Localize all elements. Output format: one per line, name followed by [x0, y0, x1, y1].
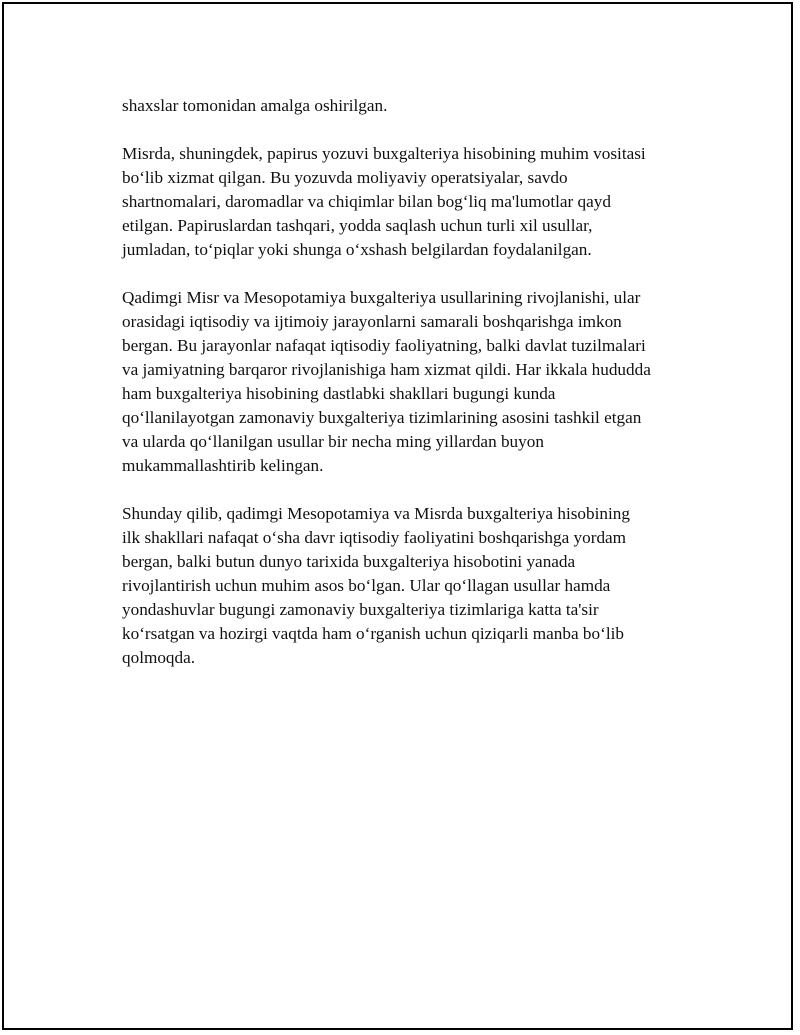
text-line: va jamiyatning barqaror rivojlanishiga ham xizmat qildi. Har ikkala hududda	[122, 360, 651, 379]
page-frame	[2, 2, 793, 1030]
paragraph-3	[122, 286, 712, 478]
text-line: ham buxgalteriya hisobining dastlabki shakllari bugungi kunda	[122, 384, 556, 403]
text-line: Misrda, shuningdek, papirus yozuvi buxgalteriya hisobining muhim vositasi	[122, 144, 646, 163]
text-line: bergan. Bu jarayonlar nafaqat iqtisodiy faoliyatning, balki davlat tuzilmalari	[122, 336, 646, 355]
text-line: Shunday qilib, qadimgi Mesopotamiya va Misrda buxgalteriya hisobining	[122, 504, 630, 523]
text-line: mukammallashtirib kelingan.	[122, 456, 324, 475]
text-line: shaxslar tomonidan amalga oshirilgan.	[122, 96, 388, 115]
text-line: ko‘rsatgan va hozirgi vaqtda ham o‘rganish uchun qiziqarli manba bo‘lib	[122, 624, 624, 643]
text-line: yondashuvlar bugungi zamonaviy buxgalteriya tizimlariga katta ta'sir	[122, 600, 599, 619]
text-line: ilk shakllari nafaqat o‘sha davr iqtisodiy faoliyatini boshqarishga yordam	[122, 528, 627, 547]
text-line: jumladan, to‘piqlar yoki shunga o‘xshash belgilardan foydalanilgan.	[122, 240, 592, 259]
text-line: Qadimgi Misr va Mesopotamiya buxgalteriya usullarining rivojlanishi, ular	[122, 288, 641, 307]
text-line: rivojlantirish uchun muhim asos bo‘lgan. Ular qo‘llagan usullar hamda	[122, 576, 611, 595]
paragraph-1	[122, 94, 712, 118]
paragraph-4	[122, 502, 712, 670]
document-body	[122, 94, 712, 694]
paragraph-2	[122, 142, 712, 262]
text-line: bergan, balki butun dunyo tarixida buxgalteriya hisobotini yanada	[122, 552, 576, 571]
text-line: qolmoqda.	[122, 648, 196, 667]
text-line: etilgan. Papiruslardan tashqari, yodda saqlash uchun turli xil usullar,	[122, 216, 593, 235]
text-line: shartnomalari, daromadlar va chiqimlar bilan bog‘liq ma'lumotlar qayd	[122, 192, 611, 211]
text-line: orasidagi iqtisodiy va ijtimoiy jarayonlarni samarali boshqarishga imkon	[122, 312, 622, 331]
text-line: va ularda qo‘llanilgan usullar bir necha ming yillardan buyon	[122, 432, 544, 451]
text-line: qo‘llanilayotgan zamonaviy buxgalteriya tizimlarining asosini tashkil etgan	[122, 408, 642, 427]
text-line: bo‘lib xizmat qilgan. Bu yozuvda moliyaviy operatsiyalar, savdo	[122, 168, 568, 187]
